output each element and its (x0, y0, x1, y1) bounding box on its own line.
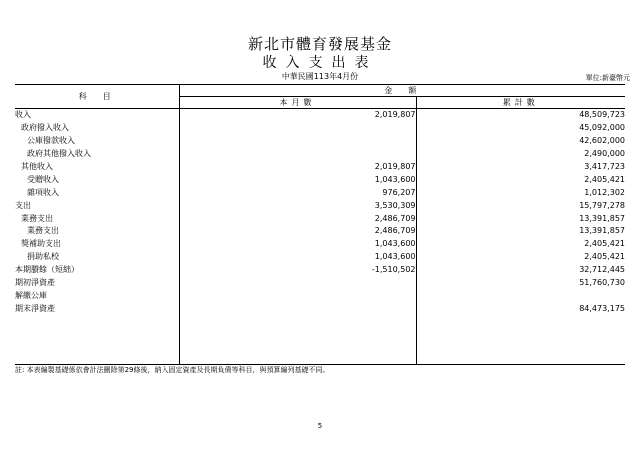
table-row (15, 289, 625, 302)
table-row (15, 212, 625, 225)
row-cumulative-value: 84,473,175 (579, 303, 625, 313)
row-month-value: 2,486,709 (179, 212, 416, 225)
row-label: 受贈收入 (15, 173, 179, 186)
row-month-value (179, 148, 416, 161)
row-month-value: 3,530,309 (179, 199, 416, 212)
row-month-value: 1,043,600 (179, 251, 416, 264)
table-row-blank (15, 315, 625, 365)
row-month-value (179, 302, 416, 315)
row-month-value: 1,043,600 (179, 173, 416, 186)
row-label: 雜項收入 (15, 186, 179, 199)
header-subject: 科 目 (15, 85, 179, 109)
income-expenditure-table (15, 84, 625, 365)
row-label: 支出 (15, 199, 179, 212)
row-cumulative-value: 2,490,000 (584, 149, 625, 159)
row-label: 政府其他撥入收入 (15, 148, 179, 161)
row-cumulative-value: 48,509,723 (579, 110, 625, 120)
row-cumulative-value: 2,405,421 (584, 174, 625, 184)
row-cumulative-value: 51,760,730 (579, 278, 625, 288)
row-label: 獎補助支出 (15, 238, 179, 251)
row-month-value: -1,510,502 (179, 264, 416, 277)
row-cumulative-value: 13,391,857 (579, 226, 625, 236)
row-month-value: 976,207 (179, 186, 416, 199)
row-cumulative-value: 15,797,278 (579, 200, 625, 210)
table-row (15, 238, 625, 251)
row-label: 捐助私校 (15, 251, 179, 264)
row-month-value: 2,019,807 (179, 161, 416, 174)
row-label: 期初淨資產 (15, 277, 179, 290)
row-cumulative-value: 13,391,857 (579, 213, 625, 223)
table-row (15, 173, 625, 186)
table-row (15, 251, 625, 264)
table-row (15, 148, 625, 161)
footnote: 註: 本表編製基礎係依會計法刪除第29條後，納入固定資產及長期負債等科目，與預算編列基礎不同。 (15, 366, 330, 374)
table-row (15, 264, 625, 277)
row-label: 業務支出 (15, 212, 179, 225)
row-label: 其他收入 (15, 161, 179, 174)
table-row (15, 302, 625, 315)
table-row (15, 109, 625, 122)
row-label: 收入 (15, 109, 179, 122)
row-cumulative-value: 45,092,000 (579, 123, 625, 133)
row-cumulative-value: 42,602,000 (579, 136, 625, 146)
row-month-value (179, 122, 416, 135)
row-month-value (179, 277, 416, 290)
row-cumulative-value: 2,405,421 (584, 252, 625, 262)
row-label: 解繳公庫 (15, 289, 179, 302)
header-amount: 金 額 (179, 85, 625, 97)
row-cumulative-value: 32,712,445 (579, 265, 625, 275)
row-label: 公庫撥款收入 (15, 135, 179, 148)
row-cumulative-value: 1,012,302 (584, 187, 625, 197)
row-cumulative-value (416, 289, 625, 302)
header-this-month: 本月數 (179, 97, 416, 109)
row-month-value: 2,019,807 (179, 109, 416, 122)
page-number: 5 (317, 422, 323, 430)
currency-unit: 單位:新臺幣元 (585, 74, 630, 82)
table-row (15, 199, 625, 212)
row-cumulative-value: 3,417,723 (584, 162, 625, 171)
report-period: 中華民國113年4月份 (281, 72, 359, 81)
table-row (15, 186, 625, 199)
row-label: 期末淨資產 (15, 302, 179, 315)
row-label: 本期賸餘（短絀） (15, 264, 179, 277)
row-cumulative-value: 2,405,421 (584, 239, 625, 249)
table-row (15, 161, 625, 174)
header-cumulative: 累計數 (416, 97, 625, 109)
row-label: 政府撥入收入 (15, 122, 179, 135)
table-row (15, 225, 625, 238)
table-row (15, 135, 625, 148)
row-month-value (179, 135, 416, 148)
table-row (15, 122, 625, 135)
row-label: 業務支出 (15, 225, 179, 238)
report-title: 新北市體育發展基金 (247, 35, 392, 53)
row-month-value: 2,486,709 (179, 225, 416, 238)
report-subtitle: 收入支出表 (262, 55, 378, 71)
row-month-value: 1,043,600 (179, 238, 416, 251)
row-month-value (179, 289, 416, 302)
table-row (15, 277, 625, 290)
